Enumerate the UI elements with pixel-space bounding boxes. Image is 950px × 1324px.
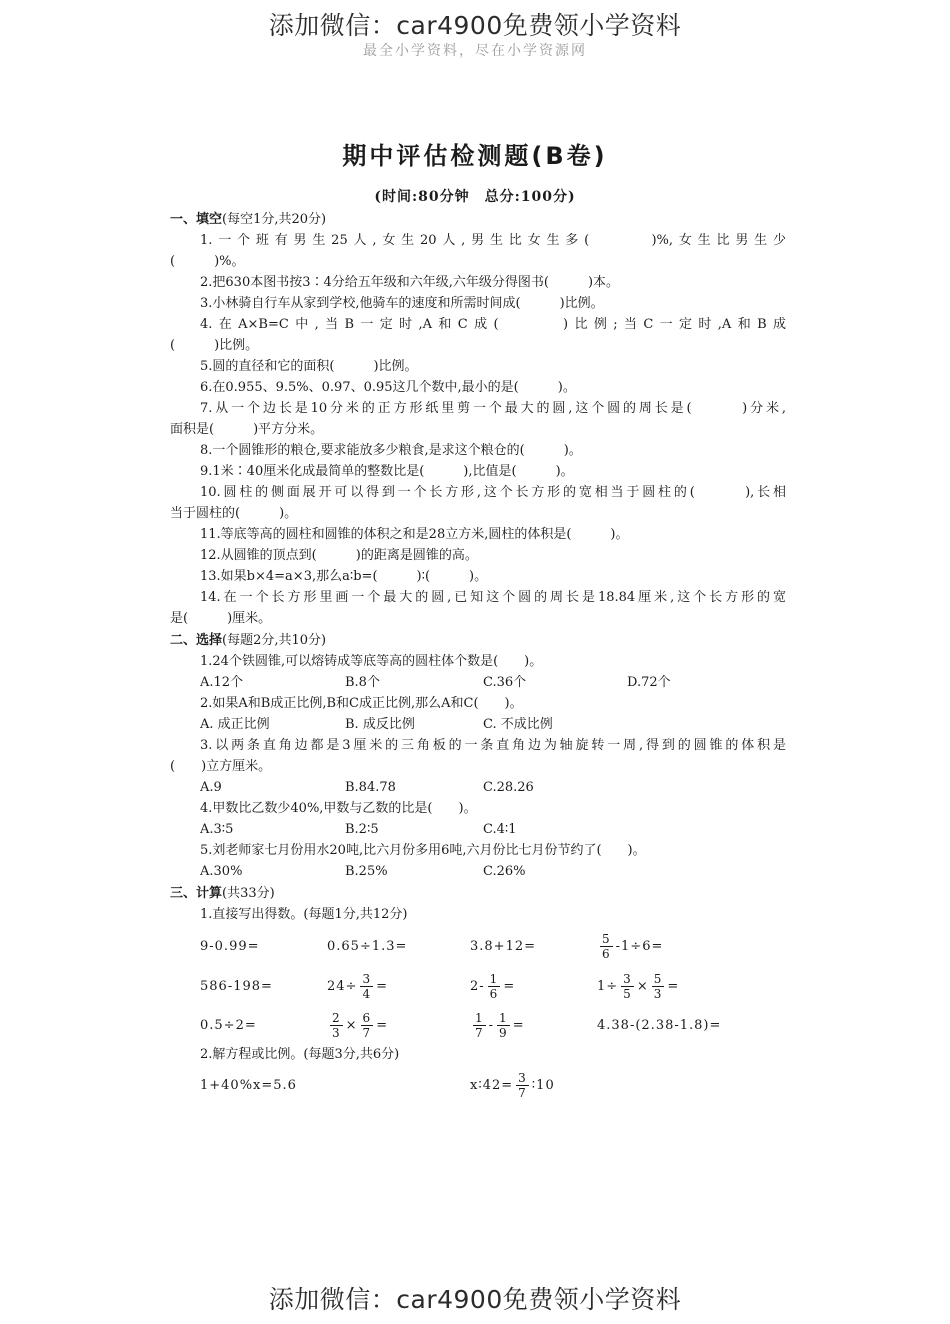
choice-option: A. 成正比例 [200,717,270,732]
fraction: $\frac{3}{5}$ [623,971,632,1001]
calc-expression: 586-198= [200,978,273,994]
section-heading-fill-blank: 一、填空(每空1分,共20分) [170,212,327,227]
question-line: 13.如果b×4=a×3,那么a∶b=( )∶( )。 [200,569,488,584]
fraction: $\frac{5}{6}$ [602,931,611,961]
choice-option: B.84.78 [345,780,396,795]
equation: 1+40%x=5.6 [200,1077,297,1093]
equation: x∶42= $\frac{3}{7}$ ∶10 [470,1070,555,1100]
choice-option: C.28.26 [483,780,534,795]
calc-expression: 0.65÷1.3= [327,938,408,954]
choice-option: C.4∶1 [483,822,517,837]
question-line: 面积是( )平方分米。 [170,422,324,437]
question-line: 14.在一个长方形里画一个最大的圆,已知这个圆的周长是18.84厘米,这个长方形的宽 [200,590,786,605]
question-line: 12.从圆锥的顶点到( )的距离是圆锥的高。 [200,548,478,563]
question-line: 8.一个圆锥形的粮仓,要求能放多少粮食,是求这个粮仓的( )。 [200,443,582,458]
watermark-top: 添加微信：car4900免费领小学资料 [268,11,682,40]
choice-option: A.3∶5 [200,822,234,837]
question-line: 2.如果A和B成正比例,B和C成正比例,那么A和C( )。 [200,696,523,711]
choice-option: C.36个 [483,675,527,690]
question-line: 11.等底等高的圆柱和圆锥的体积之和是28立方米,圆柱的体积是( )。 [200,527,629,542]
choice-option: A.12个 [200,675,244,690]
fraction: $\frac{1}{9}$ [499,1010,508,1040]
question-line: 3.小林骑自行车从家到学校,他骑车的速度和所需时间成( )比例。 [200,296,604,311]
calc-expression: 0.5÷2= [200,1017,257,1033]
question-line: ( )立方厘米。 [170,759,272,774]
choice-option: B. 成反比例 [345,717,415,732]
question-line: 6.在0.955、9.5%、0.97、0.95这几个数中,最小的是( )。 [200,380,576,395]
calc-expression: $\frac{1}{7}$ - $\frac{1}{9}$ = [475,1010,525,1040]
question-line: 4.在A×B=C中,当B一定时,A和C成( )比例;当C一定时,A和B成 [200,317,786,332]
fraction: $\frac{1}{7}$ [475,1010,484,1040]
fraction: $\frac{1}{6}$ [489,971,499,1001]
watermark-bottom: 添加微信：car4900免费领小学资料 [268,1285,682,1314]
calc-expression: 24÷ $\frac{3}{4}$ = [327,971,388,1001]
fraction: $\frac{6}{7}$ [362,1010,372,1040]
question-line: 10.圆柱的侧面展开可以得到一个长方形,这个长方形的宽相当于圆柱的( ),长相 [200,485,786,500]
choice-option: B.8个 [345,675,380,690]
page-title: 期中评估检测题(B卷) [342,142,608,170]
question-line: 当于圆柱的( )。 [170,506,298,521]
question-line: 3.以两条直角边都是3厘米的三角板的一条直角边为轴旋转一周,得到的圆锥的体积是 [200,738,786,753]
choice-option: C. 不成比例 [483,717,553,732]
choice-option: B.25% [345,864,388,879]
choice-option: D.72个 [627,675,671,690]
choice-option: B.2∶5 [345,822,379,837]
calc-expression: 4.38-(2.38-1.8)= [597,1017,722,1033]
fraction: $\frac{3}{4}$ [362,971,372,1001]
question-line: 7.从一个边长是10分米的正方形纸里剪一个最大的圆,这个圆的周长是( )分米, [200,401,786,416]
fraction: $\frac{3}{7}$ [518,1070,527,1100]
faded-header: 最全小学资料，尽在小学资源网 [363,43,587,59]
subsection-title: 1.直接写出得数。(每题1分,共12分) [200,907,408,922]
question-line: ( )%。 [170,254,245,269]
question-line: 5.圆的直径和它的面积( )比例。 [200,359,418,374]
calc-expression: 1÷ $\frac{3}{5}$ × $\frac{5}{3}$ = [597,971,680,1001]
calc-expression: $\frac{5}{6}$ -1÷6= [602,931,664,961]
fraction: $\frac{2}{3}$ [332,1010,341,1040]
section-heading-choice: 二、选择(每题2分,共10分) [170,633,327,648]
calc-expression: 3.8+12= [470,938,537,954]
section-heading-calculation: 三、计算(共33分) [170,886,275,901]
question-line: 1.一个班有男生25人,女生20人,男生比女生多( )%,女生比男生少 [200,233,786,248]
choice-option: C.26% [483,864,526,879]
question-line: 2.把630本图书按3∶4分给五年级和六年级,六年级分得图书( )本。 [200,275,620,290]
calc-expression: 9-0.99= [200,938,260,954]
calc-expression: $\frac{2}{3}$ × $\frac{6}{7}$ = [332,1010,389,1040]
choice-option: A.30% [200,864,243,879]
question-line: 9.1米∶40厘米化成最简单的整数比是( ),比值是( )。 [200,464,574,479]
question-line: ( )比例。 [170,338,259,353]
question-line: 是( )厘米。 [170,611,272,626]
subsection-title: 2.解方程或比例。(每题3分,共6分) [200,1047,400,1062]
exam-info: (时间:80分钟 总分:100分) [374,189,576,205]
question-line: 4.甲数比乙数少40%,甲数与乙数的比是( )。 [200,801,477,816]
question-line: 5.刘老师家七月份用水20吨,比六月份多用6吨,六月份比七月份节约了( )。 [200,843,646,858]
choice-option: A.9 [200,780,222,795]
fraction: $\frac{5}{3}$ [653,971,663,1001]
question-line: 1.24个铁圆锥,可以熔铸成等底等高的圆柱体个数是( )。 [200,654,543,669]
calc-expression: 2- $\frac{1}{6}$ = [470,971,516,1001]
